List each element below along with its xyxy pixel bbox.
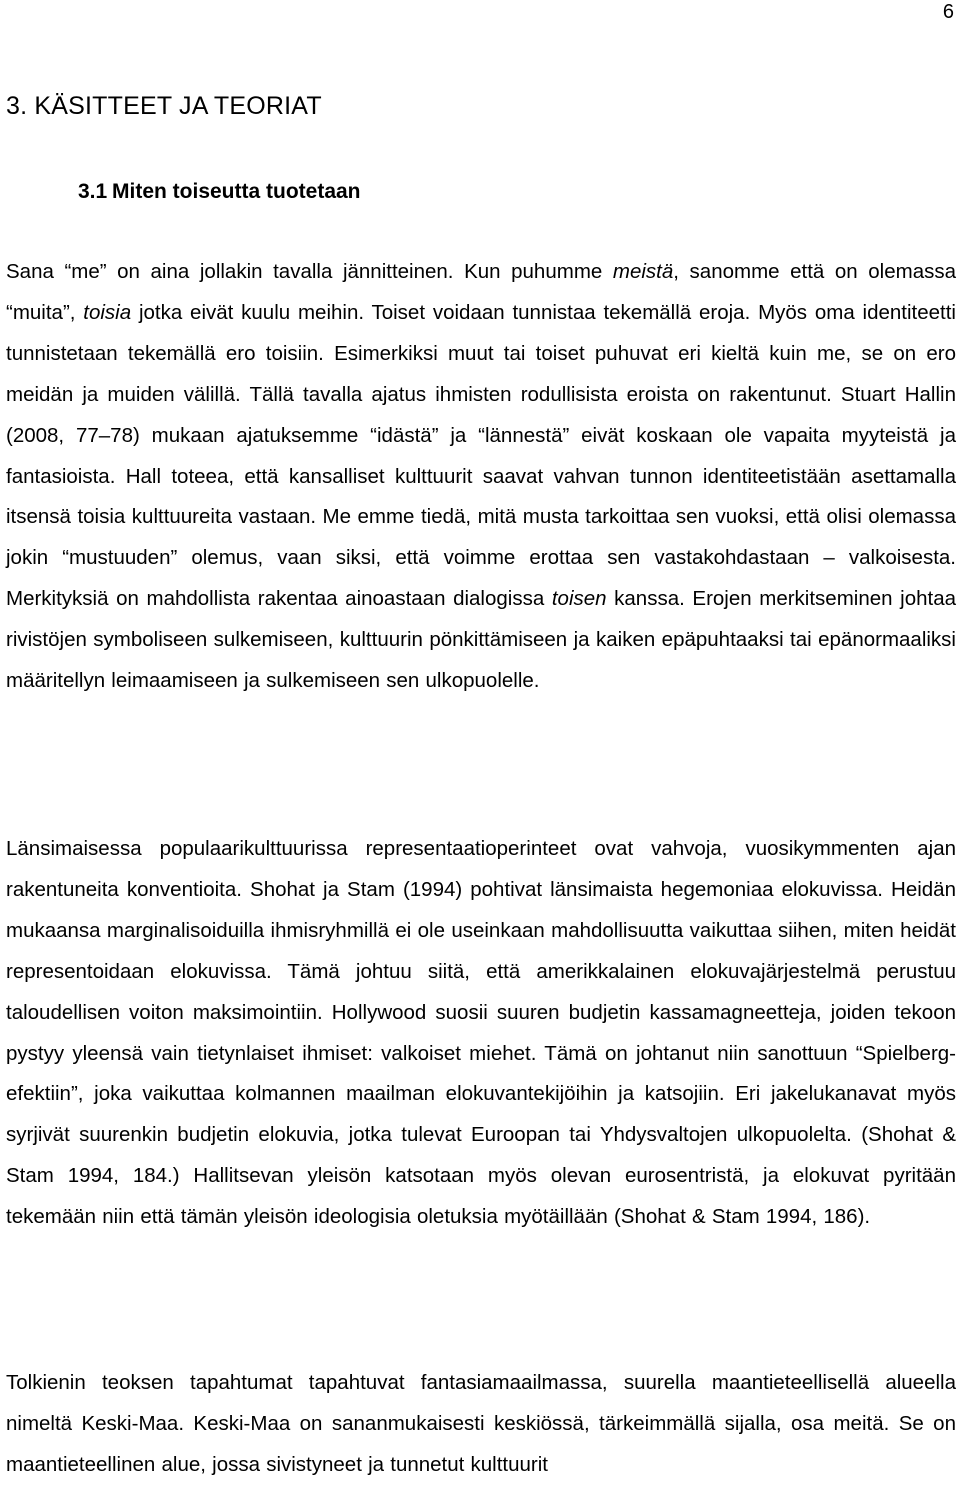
chapter-title: 3. KÄSITTEET JA TEORIAT — [6, 92, 322, 120]
paragraph-1-text-a: Sana “me” on aina jollakin tavalla jännitteinen. Kun puhumme — [6, 260, 613, 283]
paragraph-2: Länsimaisessa populaarikulttuurissa representaatioperinteet ovat vahvoja, vuosikymmenten ajan rakentuneita konventioita. Shohat ja Stam (1994) pohtivat länsimaista hegemoniaa elokuvissa. Heidän mukaansa marginalisoiduilla ihmisryhmillä ei ole useinkaan mahdollisuutta vaikuttaa siihen, miten heidät representoidaan elokuvissa. Tämä johtuu siitä, että amerikkalainen elokuvajärjestelmä perustuu taloudellisen voiton maksimointiin. Hollywood suosii suuren budjetin kassamagneetteja, joiden tekoon pystyy yleensä vain tietynlaiset ihmiset: valkoiset miehet. Tämä on johtanut niin sanottuun “Spielberg-efektiin”, joka vaikuttaa kolmannen maailman elokuvantekijöihin ja katsojiin. Eri jakelukanavat myös syrjivät suurenkin budjetin elokuvia, jotka tulevat Euroopan tai Yhdysvaltojen ulkopuolelta. (Shohat & Stam 1994, 184.) Hallitsevan yleisön katsotaan myös olevan eurosentristä, ja elokuvat pyritään tekemään niin että tämän yleisön ideologisia oletuksia myötäillään (Shohat & Stam 1994, 186). — [6, 837, 956, 1229]
paragraph-1-emphasis-toisen: toisen — [551, 587, 607, 611]
paragraph-1-emphasis-toisia: toisia — [83, 300, 132, 324]
page-number: 6 — [942, 1, 954, 23]
paragraph-1-emphasis-meista: meistä — [612, 260, 674, 283]
paragraph-1-text-b: , sanomme että on olemassa “muita”, — [6, 260, 957, 324]
section-heading — [78, 176, 361, 208]
paragraph-1 — [6, 252, 956, 702]
section-number: 3.1 — [78, 180, 108, 203]
section-title: Miten toiseutta tuotetaan — [112, 180, 361, 203]
paragraph-1-text-c: jotka eivät kuulu meihin. Toiset voidaan tunnistaa tekemällä eroja. Myös oma identiteetti tunnistetaan tekemällä ero toisiin. Esimerkiksi muut tai toiset puhuvat eri kieltä kuin me, se on ero meidän ja muiden välillä. Tällä tavalla ajatus ihmisten rodullisista eroista on rakentunut. Stuart Hallin (2008, 77–78) mukaan ajatuksemme “idästä” ja “lännestä” eivät koskaan ole vapaita myyteistä ja fantasioista. Hall toteea, että kansalliset kulttuurit saavat vahvan tunnon identiteetistään asettamalla itsensä toisia kulttuureita vastaan. Me emme tiedä, mitä musta tarkoittaa sen vuoksi, että olisi olemassa jokin “mustuuden” olemus, vaan siksi, että voimme erottaa sen vastakohdastaan – valkoisesta. Merkityksiä on mahdollista rakentaa ainoastaan dialogissa — [6, 300, 956, 611]
paragraph-3: Tolkienin teoksen tapahtumat tapahtuvat fantasiamaailmassa, suurella maantieteellisellä alueella nimeltä Keski-Maa. Keski-Maa on sananmukaisesti keskiössä, tärkeimmällä sijalla, osa meitä. Se on maantieteellinen alue, jossa sivistyneet ja tunnetut kulttuurit — [6, 1371, 956, 1476]
paragraph-1-text-d: kanssa. Erojen merkitseminen johtaa rivistöjen symboliseen sulkemiseen, kulttuurin pönkittämiseen ja kaiken epäpuhtaaksi tai epänormaaliksi määritellyn leimaamiseen ja sulkemiseen sen ulkopuolelle. — [6, 587, 956, 693]
